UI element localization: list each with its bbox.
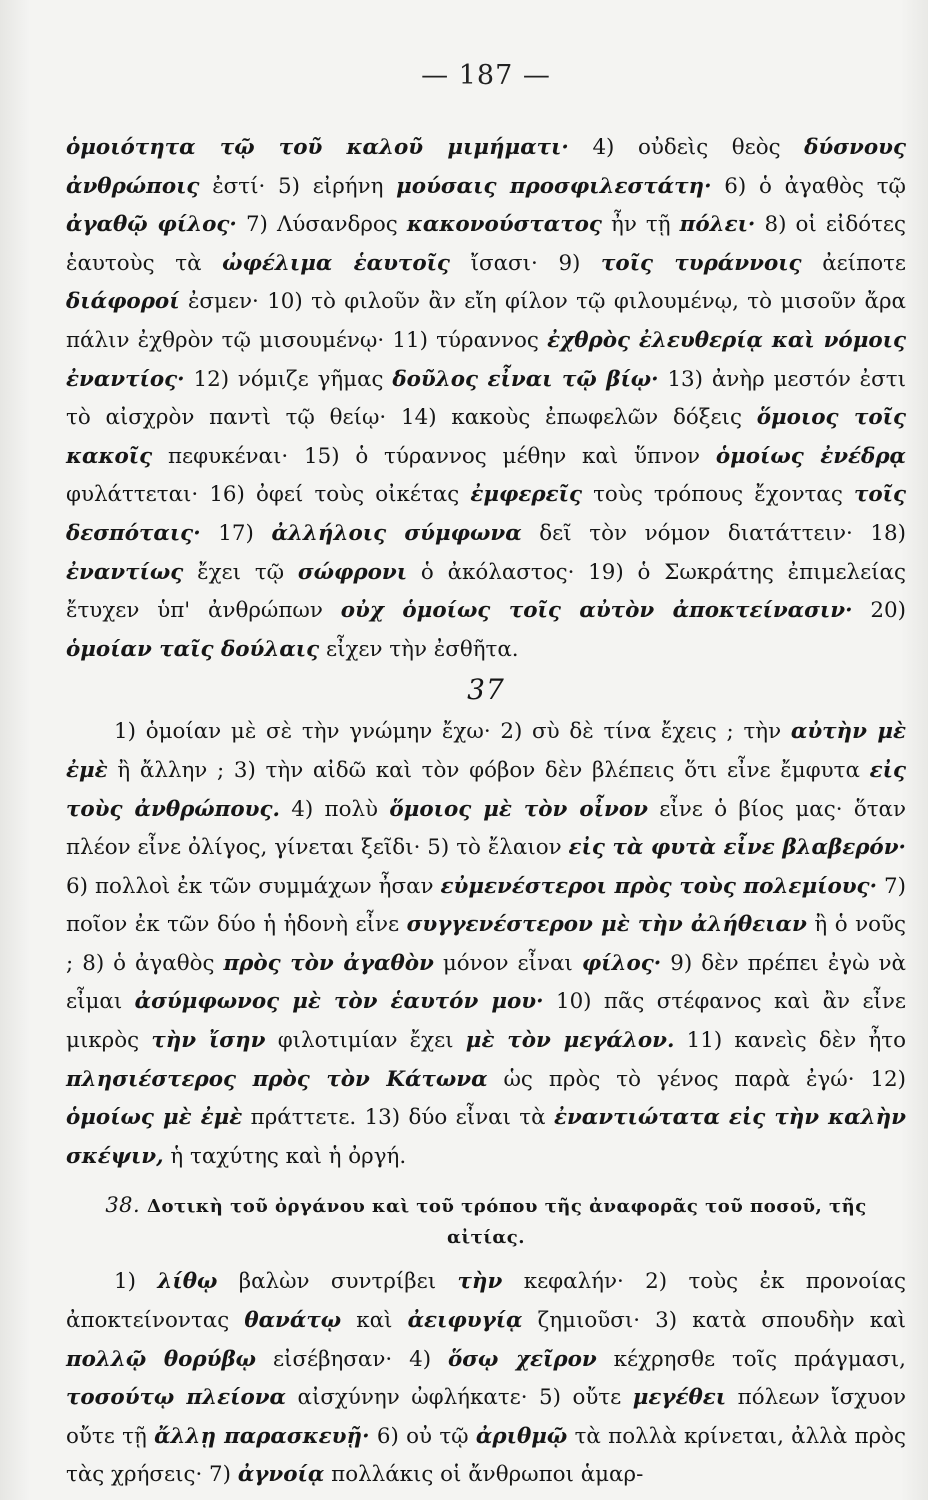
text-run: 4) πολὺ bbox=[279, 796, 390, 822]
emphasized-phrase: ἐχθρὸς ἐλευθερίᾳ καὶ νόμοις ἐναντίος· bbox=[66, 327, 906, 392]
text-run: πράττετε. 13) δύο εἶναι τὰ bbox=[242, 1105, 554, 1131]
text-run: πολλάκις οἱ ἄνθρωποι ἁμαρ- bbox=[324, 1462, 644, 1488]
text-run: κέχρησθε τοῖς πράγμασι, bbox=[596, 1346, 906, 1372]
page-number: — 187 — bbox=[421, 60, 551, 91]
emphasized-phrase: σώφρονι bbox=[297, 559, 408, 585]
emphasized-phrase: ἐναντίως bbox=[66, 559, 184, 585]
text-run: 8) οἱ εἰδότες ἑαυτοὺς τὰ bbox=[66, 212, 906, 276]
emphasized-phrase: μεγέθει bbox=[632, 1385, 727, 1411]
section-37-number: 37 bbox=[467, 673, 505, 707]
emphasized-phrase: εὐμενέστεροι πρὸς τοὺς πολεμίους· bbox=[440, 873, 878, 899]
text-run: φιλοτιμίαν ἔχει bbox=[265, 1028, 466, 1054]
section-37-exercises bbox=[66, 713, 906, 1176]
emphasized-phrase: ἐναντιώτατα εἰς τὴν καλὴν σκέψιν, bbox=[66, 1105, 907, 1169]
emphasized-phrase: εἰς τὰ φυτὰ εἶνε βλαβερόν· bbox=[568, 835, 906, 861]
section-38-title: Δοτικὴ τοῦ ὀργάνου καὶ τοῦ τρόπου τῆς ἀναφορᾶς τοῦ ποσοῦ, τῆς αἰτίας. bbox=[147, 1196, 867, 1249]
emphasized-phrase: ἀειφυγίᾳ bbox=[407, 1308, 523, 1334]
emphasized-phrase: ἀλλήλοις σύμφωνα bbox=[271, 520, 522, 546]
section-38-number: 38. bbox=[105, 1193, 141, 1218]
text-run: 17) bbox=[200, 520, 272, 546]
section-38-heading bbox=[76, 1190, 896, 1253]
text-run: 13) ἀνὴρ μεστόν ἐστι τὸ αἰσχρὸν παντὶ τῷ θείῳ· 14) κακοὺς ἐπωφελῶν δόξεις bbox=[66, 366, 906, 431]
text-run: 10) πᾶς στέφανος καὶ ἂν εἶνε μικρὸς bbox=[66, 989, 906, 1054]
text-run: εἰσέβησαν· 4) bbox=[256, 1346, 448, 1372]
text-run: ἦν τῇ bbox=[601, 212, 680, 238]
text-run: ἔχει τῷ bbox=[183, 559, 298, 585]
emphasized-phrase: ἀριθμῷ bbox=[475, 1423, 568, 1449]
text-run: καὶ bbox=[341, 1308, 408, 1334]
emphasized-phrase: φίλος· bbox=[581, 950, 662, 976]
text-run: 6) πολλοὶ ἐκ τῶν συμμάχων ἦσαν bbox=[66, 873, 441, 899]
emphasized-phrase: τὴν ἴσην bbox=[151, 1028, 266, 1054]
text-run: ἐσμεν· 10) τὸ φιλοῦν ἂν εἴη φίλον τῷ φιλουμένῳ, τὸ μισοῦν ἄρα πάλιν ἐχθρὸν τῷ μισουμένῳ· 11) τύραννος bbox=[66, 289, 906, 353]
emphasized-phrase: ὅμοιος μὲ τὸν οἶνον bbox=[389, 796, 648, 822]
emphasized-phrase: ἄλλῃ παρασκευῇ· bbox=[154, 1423, 370, 1449]
emphasized-phrase: ἀγαθῷ φίλος· bbox=[66, 212, 237, 238]
text-run: 20) bbox=[852, 598, 906, 624]
emphasized-phrase: πολλῷ θορύβῳ bbox=[66, 1346, 257, 1372]
text-run: μόνον εἶναι bbox=[433, 950, 582, 976]
text-run: 1) ὁμοίαν μὲ σὲ τὴν γνώμην ἔχω· 2) σὺ δὲ τίνα ἔχεις ; τὴν bbox=[114, 719, 791, 745]
emphasized-phrase: ὁμοίαν ταῖς δούλαις bbox=[66, 636, 320, 662]
text-run: 7) ποῖον ἐκ τῶν δύο ἡ ἡδονὴ εἶνε bbox=[66, 873, 906, 938]
emphasized-phrase: τοσούτῳ πλείονα bbox=[66, 1385, 287, 1411]
emphasized-phrase: συγγενέστερον μὲ τὴν ἀλήθειαν bbox=[406, 912, 807, 938]
emphasized-phrase: τοῖς δεσπόταις· bbox=[66, 482, 906, 546]
text-run: 6) ὁ ἀγαθὸς τῷ bbox=[711, 173, 907, 199]
emphasized-phrase: δοῦλος εἶναι τῷ βίῳ· bbox=[392, 366, 659, 392]
emphasized-phrase: μούσαις προσφιλεστάτη· bbox=[396, 173, 712, 199]
emphasized-phrase: ἀσύμφωνος μὲ τὸν ἑαυτόν μου· bbox=[134, 989, 544, 1015]
emphasized-phrase: πρὸς τὸν ἀγαθὸν bbox=[223, 950, 434, 976]
section-36-continuation bbox=[66, 129, 906, 669]
text-run: ἡ ταχύτης καὶ ἡ ὀργή. bbox=[163, 1143, 407, 1169]
emphasized-phrase: τὴν bbox=[457, 1269, 503, 1295]
text-run: 9) δὲν πρέπει ἐγὼ νὰ εἶμαι bbox=[66, 950, 906, 1015]
text-run: δεῖ τὸν νόμον διατάττειν· 18) bbox=[521, 520, 906, 546]
text-run: πεφυκέναι· 15) ὁ τύραννος μέθην καὶ ὕπνον bbox=[152, 443, 716, 469]
emphasized-phrase: ὁμοίως μὲ ἐμὲ bbox=[66, 1105, 243, 1131]
emphasized-phrase: μὲ τὸν μεγάλον. bbox=[465, 1028, 675, 1054]
text-run: ἢ ἄλλην ; 3) τὴν αἰδῶ καὶ τὸν φόβον δὲν βλέπεις ὅτι εἶνε ἔμφυτα bbox=[107, 757, 870, 783]
emphasized-phrase: ἐμφερεῖς bbox=[470, 482, 582, 508]
text-run: φυλάττεται· 16) ὀφεί τοὺς οἰκέτας bbox=[66, 482, 471, 508]
text-run: εἶχεν τὴν ἐσθῆτα. bbox=[319, 636, 519, 662]
emphasized-phrase: τοῖς τυράννοις bbox=[601, 250, 802, 276]
text-run: 4) οὐδεὶς θεὸς bbox=[568, 135, 805, 160]
emphasized-phrase: ὁμοιότητα τῷ τοῦ καλοῦ μιμήματι· bbox=[66, 135, 569, 160]
emphasized-phrase: διάφοροί bbox=[66, 289, 180, 315]
emphasized-phrase: εἰς τοὺς ἀνθρώπους. bbox=[66, 757, 906, 822]
emphasized-phrase: πόλει· bbox=[679, 212, 756, 238]
emphasized-phrase: δύσνους ἀνθρώποις bbox=[66, 135, 906, 199]
text-run: βαλὼν συντρίβει bbox=[217, 1269, 458, 1295]
text-run: ὡς πρὸς τὸ γένος παρὰ ἐγώ· 12) bbox=[487, 1066, 906, 1092]
text-run: αἰσχύνην ὠφλήκατε· 5) οὔτε bbox=[286, 1385, 633, 1411]
emphasized-phrase: ὅμοιος τοῖς κακοῖς bbox=[66, 405, 906, 469]
text-run: 7) Λύσανδρος bbox=[236, 212, 407, 238]
emphasized-phrase: ἀγνοίᾳ bbox=[237, 1462, 325, 1488]
text-run: ζημιοῦσι· 3) κατὰ σπουδὴν καὶ bbox=[522, 1308, 906, 1334]
emphasized-phrase: οὐχ ὁμοίως τοῖς αὐτὸν ἀποκτείνασιν· bbox=[340, 598, 853, 624]
text-run: τὰ πολλὰ κρίνεται, ἀλλὰ πρὸς τὰς χρήσεις· 7) bbox=[66, 1423, 906, 1488]
text-run: ὁ ἀκόλαστος· 19) ὁ Σωκράτης ἐπιμελείας ἔτυχεν ὑπ' ἀνθρώπων bbox=[66, 559, 906, 624]
text-run: εἶνε ὁ βίος μας· ὅταν πλέον εἶνε ὀλίγος, γίνεται ξεῖδι· 5) τὸ ἔλαιον bbox=[66, 796, 906, 861]
text-run: 1) bbox=[114, 1269, 158, 1295]
text-run: 6) οὐ τῷ bbox=[369, 1423, 476, 1449]
emphasized-phrase: κακονούστατος bbox=[406, 212, 602, 238]
emphasized-phrase: πλησιέστερος πρὸς τὸν Κάτωνα bbox=[66, 1066, 488, 1092]
text-run: ἐστί· 5) εἰρήνη bbox=[199, 173, 397, 199]
text-run: ἴσασι· 9) bbox=[449, 250, 602, 276]
text-run: κεφαλήν· 2) τοὺς ἐκ προνοίας ἀποκτείνοντας bbox=[66, 1269, 906, 1334]
text-run: 12) νόμιζε γῆμας bbox=[184, 366, 393, 392]
text-run: 11) κανεὶς δὲν ἦτο bbox=[674, 1028, 907, 1054]
emphasized-phrase: ὁμοίως ἐνέδρᾳ bbox=[715, 443, 906, 469]
section-38-exercises bbox=[66, 1263, 906, 1495]
text-run: πόλεων ἴσχυον οὔτε τῇ bbox=[66, 1385, 906, 1449]
text-run: τοὺς τρόπους ἔχοντας bbox=[581, 482, 854, 508]
text-run: ἢ ὁ νοῦς ; 8) ὁ ἀγαθὸς bbox=[66, 912, 906, 976]
text-run: ἀείποτε bbox=[801, 250, 906, 276]
emphasized-phrase: θανάτῳ bbox=[244, 1308, 342, 1334]
emphasized-phrase: ὅσῳ χεῖρον bbox=[447, 1346, 597, 1372]
emphasized-phrase: λίθῳ bbox=[157, 1269, 218, 1295]
emphasized-phrase: ὠφέλιμα ἑαυτοῖς bbox=[222, 250, 450, 276]
emphasized-phrase: αὐτὴν μὲ ἐμὲ bbox=[66, 719, 906, 783]
